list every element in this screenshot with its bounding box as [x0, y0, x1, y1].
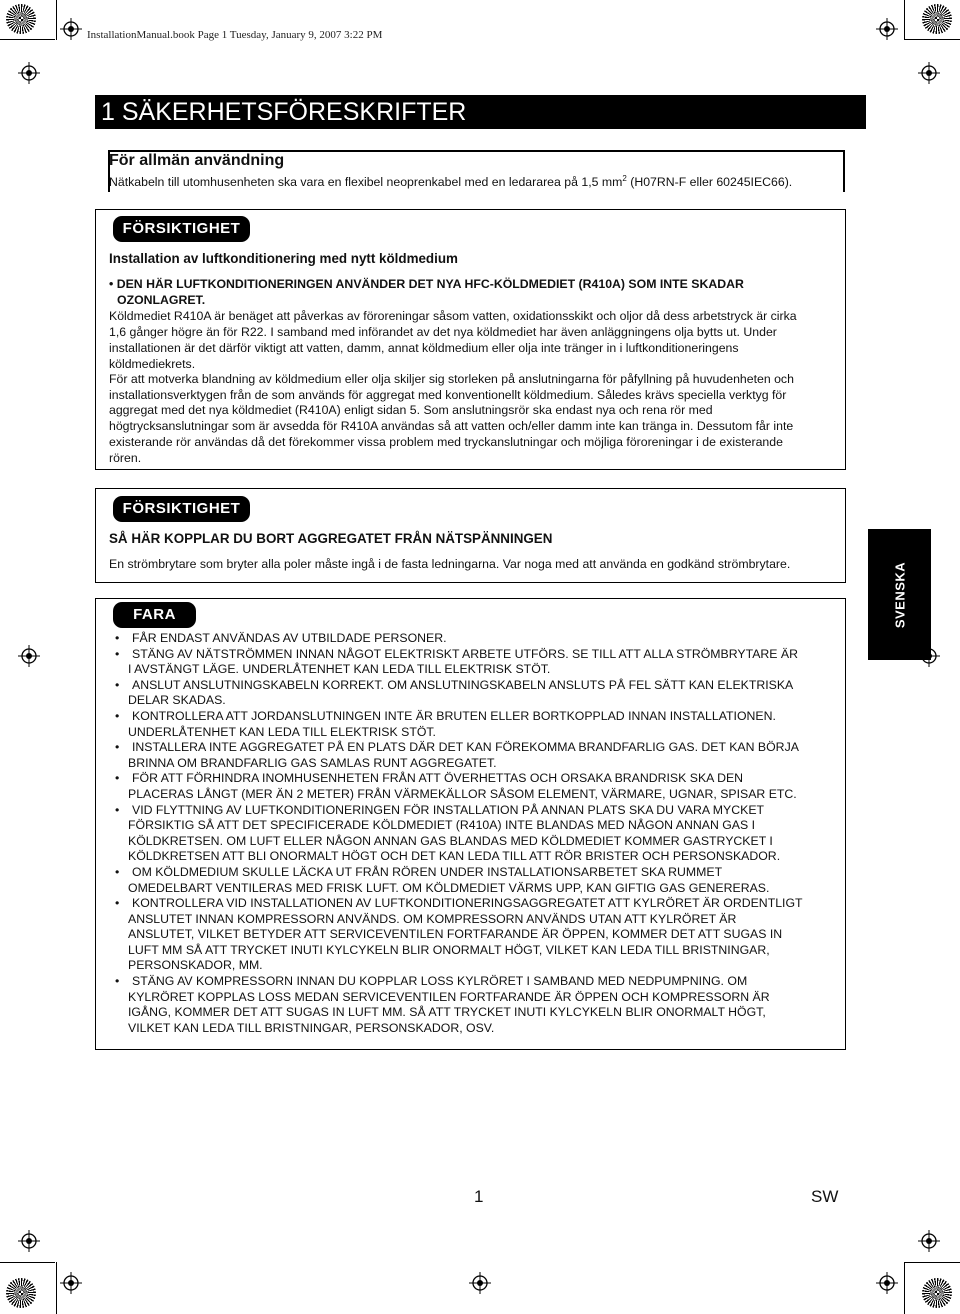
danger-list-item — [113, 865, 833, 881]
page-number: 1 — [474, 1187, 484, 1206]
bullet-icon: • — [115, 708, 120, 723]
chapter-title: 1 SÄKERHETSFÖRESKRIFTER — [95, 95, 866, 129]
danger-list-item-continuation — [113, 787, 833, 803]
body-line: installationen är det därför viktigt att vatten, damm, annat köldmedium eller olja inte tränger in i luftkonditioneringens — [109, 341, 739, 355]
danger-item-text: VILKET KAN LEDA TILL BRISTNINGAR, PERSONSKADOR, OSV. — [128, 1020, 495, 1035]
danger-item-text: PERSONSKADOR, MM. — [128, 958, 263, 973]
danger-list-item — [113, 974, 833, 990]
general-text — [109, 175, 792, 189]
danger-list-item-continuation — [113, 725, 833, 741]
danger-item-text: LUFT MM SÅ ATT TRYCKET INUTI KYLCYKELN BLIR ONORMALT HÖGT, VILKET KAN LEDA TILL BRISTNINGAR, — [128, 942, 770, 957]
danger-item-text: DELAR SKADAS. — [128, 693, 226, 708]
registration-mark-icon — [18, 62, 40, 84]
danger-list-item-continuation — [113, 693, 833, 709]
danger-list-item-continuation — [113, 990, 833, 1006]
color-bar-sunburst-icon — [6, 4, 36, 34]
caution-label: FÖRSIKTIGHET — [113, 496, 250, 522]
registration-mark-icon — [918, 1230, 940, 1252]
bullet-icon: • — [115, 864, 120, 879]
body-line: aggregat med det nya köldmediet (R410A) enligt sidan 5. Som anslutningsrör ska endast nya och rena rör med — [109, 403, 713, 417]
general-text-superscript: 2 — [622, 174, 627, 183]
crop-line — [904, 0, 905, 40]
danger-list-item-continuation — [113, 943, 833, 959]
bullet-icon: • — [115, 646, 120, 661]
danger-item-text: PLACERAS LÅNGT (MER ÄN 2 METER) FRÅN VÄRMEKÄLLOR SÅSOM ELEMENT, VÄRMARE, UGNAR, SPISAR ETC. — [128, 786, 797, 801]
danger-list-item-continuation — [113, 912, 833, 928]
color-bar-sunburst-icon — [922, 4, 952, 34]
registration-mark-icon — [918, 62, 940, 84]
danger-item-text: STÄNG AV NÄTSTRÖMMEN INNAN NÅGOT ELEKTRISKT ARBETE UTFÖRS. SE TILL ATT ALLA STRÖMBRYTARE ÄR — [132, 646, 798, 661]
danger-list-item — [113, 740, 833, 756]
body-line: För att motverka blandning av köldmedium eller olja skiljer sig storleken på anslutningarna för påfyllning på huvudenheten och — [109, 372, 794, 386]
registration-mark-icon — [876, 1272, 898, 1294]
danger-list-item-continuation — [113, 958, 833, 974]
body-line: existerande rör användas då det förekommer vissa problem med tryckanslutningar och möjliga föroreningar i de existerande — [109, 435, 783, 449]
danger-item-text: FÖRSIKTIG SÅ ATT DET SPECIFICERADE KÖLDMEDIET (R410A) INTE BLANDAS MED NÅGON ANNAN GAS I — [128, 818, 756, 833]
danger-list-item — [113, 803, 833, 819]
color-bar-sunburst-icon — [922, 1278, 952, 1308]
body-line: köldmediekrets. — [109, 357, 196, 371]
body-line: 1,6 gånger högre än för R22. I samband med införandet av det nya köldmediet har även anläggningens olja bytts ut. Under — [109, 325, 777, 339]
danger-list-item — [113, 896, 833, 912]
danger-list-item-continuation — [113, 1005, 833, 1021]
danger-item-text: IGÅNG, KOMMER DET ATT SUGAS IN LUFT MM. SÅ ATT TRYCKET INUTI KYLCYKELN BLIR ONORMALT HÖGT, — [128, 1005, 766, 1020]
caution-label: FÖRSIKTIGHET — [113, 216, 250, 242]
danger-item-text: ANSLUTET INNAN KOMPRESSORN ANVÄNDS. OM KOMPRESSORN ANVÄNDS UTAN ATT KYLRÖRET ÄR — [128, 911, 737, 926]
bullet-icon: • — [115, 740, 120, 755]
danger-item-text: KÖLDKRETSEN. OM LUFT ELLER NÅGON ANNAN GAS BLANDAS MED KÖLDMEDIET KOMMER GASTRYCKET I — [128, 833, 773, 848]
crop-line — [0, 39, 55, 40]
bullet-icon: • — [115, 771, 120, 786]
danger-list-item — [113, 771, 833, 787]
general-text-tail: (H07RN-F eller 60245IEC66). — [626, 175, 793, 189]
danger-list — [113, 631, 833, 1036]
danger-item-text: KÖLDKRETSEN ATT BLI ONORMALT HÖGT OCH DET KAN LEDA TILL ATT RÖR BRISTER OCH PERSONSKADOR. — [128, 849, 781, 864]
bullet-icon: • — [115, 974, 120, 989]
color-bar-sunburst-icon — [6, 1278, 36, 1308]
danger-item-text: BRINNA OM BRANDFARLIG GAS SAMLAS RUNT AGGREGATET. — [128, 755, 497, 770]
language-code: SW — [811, 1187, 839, 1206]
bullet-icon: • — [115, 631, 120, 645]
body-line: Köldmediet R410A är benäget att påverkas av föroreningar såsom vatten, oxidationsskikt och oljor då dess arbetstryck är cirka — [109, 309, 797, 323]
language-side-tab-label: SVENSKA — [892, 561, 907, 628]
registration-mark-icon — [60, 18, 82, 40]
language-side-tab — [868, 529, 931, 660]
caution-bullet-line: OZONLAGRET. — [117, 293, 206, 307]
crop-line — [904, 1262, 905, 1314]
danger-item-text: OM KÖLDMEDIUM SKULLE LÄCKA UT FRÅN RÖREN UNDER INSTALLATIONSARBETET SKA RUMMET — [132, 864, 723, 879]
danger-list-item — [113, 678, 833, 694]
danger-list-item — [113, 709, 833, 725]
registration-mark-icon — [18, 1230, 40, 1252]
danger-list-item — [113, 647, 833, 663]
crop-line — [56, 1262, 57, 1314]
danger-list-item-continuation — [113, 1021, 833, 1037]
crop-line — [56, 0, 57, 40]
general-heading: För allmän användning — [109, 152, 285, 169]
danger-label: FARA — [113, 602, 196, 628]
crop-line — [0, 1262, 55, 1263]
caution-bullet-line: • DEN HÄR LUFTKONDITIONERINGEN ANVÄNDER DET NYA HFC-KÖLDMEDIET (R410A) SOM INTE SKADAR — [109, 277, 744, 291]
danger-list-item-continuation — [113, 818, 833, 834]
general-text-main: Nätkabeln till utomhusenheten ska vara en flexibel neoprenkabel med en ledararea på 1,5 mm — [109, 175, 623, 189]
danger-item-text: ANSLUTET, VILKET BETYDER ATT SERVICEVENTILEN FORTFARANDE ÄR ÖPPEN, KOMMER DET ATT SUGAS IN — [128, 927, 783, 942]
crop-line — [905, 39, 960, 40]
body-line: högtrycksanslutningar som är avsedda för R410A användas så att vatten och/eller damm inte kan tränga in. Dessutom får inte — [109, 419, 794, 433]
danger-item-text: KONTROLLERA VID INSTALLATIONEN AV LUFTKONDITIONERINGSAGGREGATET ATT KYLRÖRET ÄR ORDENTLIGT — [132, 896, 803, 911]
danger-item-text: KONTROLLERA ATT JORDANSLUTNINGEN INTE ÄR BRUTEN ELLER BORTKOPPLAD INNAN INSTALLATIONEN. — [132, 708, 776, 723]
danger-item-text: STÄNG AV KOMPRESSORN INNAN DU KOPPLAR LOSS KYLRÖRET I SAMBAND MED NEDPUMPNING. OM — [132, 974, 748, 989]
disconnect-text: En strömbrytare som bryter alla poler måste ingå i de fasta ledningarna. Var noga med att använda en godkänd strömbrytare. — [109, 557, 791, 571]
body-line: rören. — [109, 451, 142, 465]
danger-item-text: FÅR ENDAST ANVÄNDAS AV UTBILDADE PERSONER. — [132, 631, 447, 645]
disconnect-subheading: SÅ HÄR KOPPLAR DU BORT AGGREGATET FRÅN NÄTSPÄNNINGEN — [109, 531, 553, 546]
danger-item-text: VID FLYTTNING AV LUFTKONDITIONERINGEN FÖR INSTALLATION PÅ ANNAN PLATS SKA DU VARA MYCKET — [132, 802, 765, 817]
bullet-icon: • — [115, 802, 120, 817]
crop-line — [905, 1262, 960, 1263]
danger-list-item-continuation — [113, 849, 833, 865]
danger-list-item-continuation — [113, 834, 833, 850]
bullet-icon: • — [115, 896, 120, 911]
danger-list-item-continuation — [113, 881, 833, 897]
registration-mark-icon — [876, 18, 898, 40]
registration-mark-icon — [469, 1272, 491, 1294]
registration-mark-icon — [60, 1272, 82, 1294]
danger-item-text: OMEDELBART VENTILERAS MED FRISK LUFT. OM KÖLDMEDIET VÄRMS UPP, KAN GIFTIG GAS GENERERAS. — [128, 880, 770, 895]
danger-item-text: I AVSTÄNGT LÄGE. UNDERLÅTENHET KAN LEDA TILL ELEKTRISK STÖT. — [128, 662, 551, 677]
danger-item-text: ANSLUT ANSLUTNINGSKABELN KORREKT. OM ANSLUTNINGSKABELN ANSLUTS PÅ FEL SÄTT KAN ELEKTRISKA — [132, 677, 794, 692]
danger-item-text: FÖR ATT FÖRHINDRA INOMHUSENHETEN FRÅN ATT ÖVERHETTAS OCH ORSAKA BRANDRISK SKA DEN — [132, 771, 744, 786]
danger-list-item — [113, 631, 833, 647]
body-line: installationsverktygen från de som används för aggregat med konventionellt köldmedium. Således krävs speciella verktyg för — [109, 388, 787, 402]
registration-mark-icon — [18, 645, 40, 667]
danger-list-item-continuation — [113, 756, 833, 772]
danger-item-text: INSTALLERA INTE AGGREGATET PÅ EN PLATS DÄR DET KAN FÖREKOMMA BRANDFARLIG GAS. DET KAN BÖRJA — [132, 740, 799, 755]
danger-list-item-continuation — [113, 662, 833, 678]
danger-list-item-continuation — [113, 927, 833, 943]
bullet-icon: • — [115, 677, 120, 692]
print-header: InstallationManual.book Page 1 Tuesday, January 9, 2007 3:22 PM — [87, 29, 383, 41]
caution-subheading: Installation av luftkonditionering med nytt köldmedium — [109, 251, 458, 266]
danger-item-text: KYLRÖRET KOPPLAS LOSS MEDAN SERVICEVENTILEN FORTFARANDE ÄR ÖPPEN OCH KOMPRESSORN ÄR — [128, 989, 770, 1004]
danger-item-text: UNDERLÅTENHET KAN LEDA TILL ELEKTRISK STÖT. — [128, 724, 436, 739]
